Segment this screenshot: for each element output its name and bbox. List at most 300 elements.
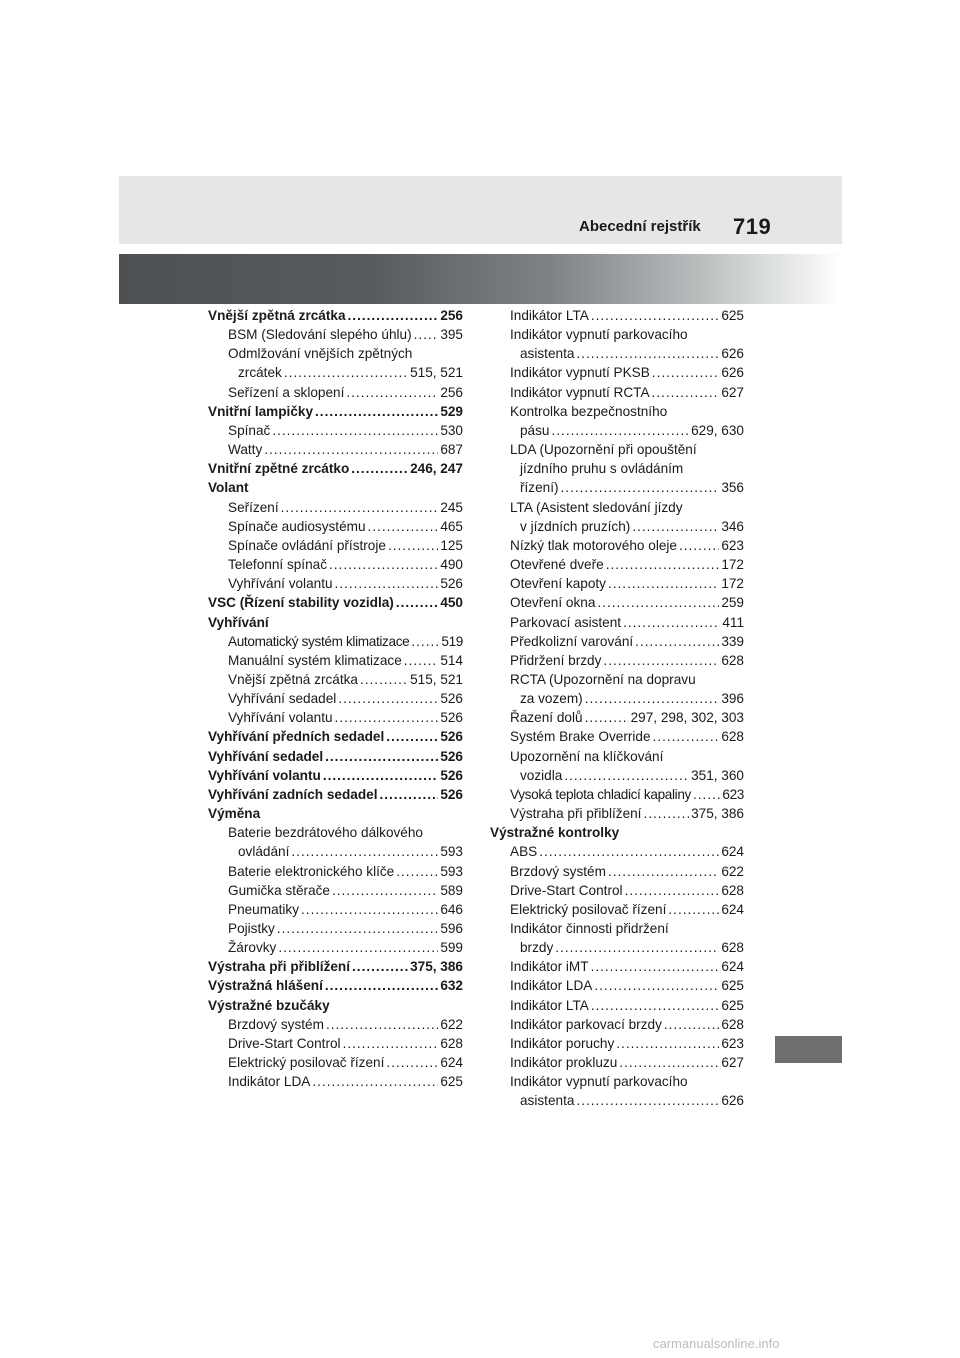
entry-term: Otevření kapoty <box>510 576 606 592</box>
dot-leader <box>635 632 719 651</box>
entry-page-numbers: 411 <box>722 614 744 630</box>
dot-leader <box>301 900 438 919</box>
index-subentry <box>208 555 463 574</box>
entry-term: Brzdový systém <box>228 1016 324 1032</box>
index-subentry <box>490 632 744 651</box>
entry-term: Elektrický posilovač řízení <box>510 901 667 917</box>
dot-leader <box>338 689 438 708</box>
dot-leader <box>368 517 439 536</box>
index-subentry <box>490 957 744 976</box>
entry-term: Vyhřívání volantu <box>228 576 333 592</box>
index-heading-entry <box>208 459 463 478</box>
index-subentry <box>490 651 744 670</box>
dot-leader <box>329 555 438 574</box>
index-subentry <box>490 862 744 881</box>
entry-term: Telefonní spínač <box>228 557 327 573</box>
entry-page-numbers: 628 <box>721 940 744 956</box>
entry-page-numbers: 622 <box>440 1016 463 1032</box>
entry-term: Vyhřívání sedadel <box>208 748 324 764</box>
entry-page-numbers: 465 <box>440 518 463 534</box>
dot-leader <box>323 766 439 785</box>
index-subentry <box>208 1034 463 1053</box>
index-subentry <box>490 383 744 402</box>
index-subentry <box>208 1053 463 1072</box>
dot-leader <box>396 593 439 612</box>
index-subentry <box>208 689 463 708</box>
index-heading-entry <box>208 593 463 612</box>
dot-leader <box>653 727 720 746</box>
index-subentry <box>490 842 744 861</box>
entry-page-numbers: 259 <box>721 595 744 611</box>
entry-page-numbers: 623 <box>721 1035 744 1051</box>
entry-page-numbers: 622 <box>721 863 744 879</box>
entry-term: Řazení dolů <box>510 710 583 726</box>
entry-term: Vyhřívání předních sedadel <box>208 729 385 745</box>
entry-term: Výstražná hlášení <box>208 978 323 994</box>
index-subentry <box>208 440 463 459</box>
index-subentry <box>490 421 744 440</box>
dot-leader <box>325 747 438 766</box>
dot-leader <box>564 766 689 785</box>
index-subentry <box>490 747 744 766</box>
index-subentry <box>490 881 744 900</box>
index-subentry <box>208 862 463 881</box>
index-subentry <box>208 1015 463 1034</box>
entry-page-numbers: 593 <box>440 863 463 879</box>
entry-page-numbers: 625 <box>721 978 744 994</box>
entry-term: Seřízení <box>228 499 279 515</box>
dot-leader <box>312 1072 438 1091</box>
entry-term: Parkovací asistent <box>510 614 622 630</box>
dot-leader <box>386 727 438 746</box>
entry-term: Vnější zpětná zrcátka <box>228 671 358 687</box>
entry-term: Vnější zpětná zrcátka <box>208 308 346 323</box>
entry-term: Přidržení brzdy <box>510 652 602 668</box>
dot-leader <box>591 957 720 976</box>
index-heading-entry <box>208 306 463 325</box>
dot-leader <box>284 363 408 382</box>
page-number: 719 <box>733 214 772 239</box>
entry-page-numbers: 526 <box>440 710 463 726</box>
dot-leader <box>360 670 408 689</box>
entry-page-numbers: 589 <box>440 882 463 898</box>
index-subentry <box>490 478 744 497</box>
entry-term: Watty <box>228 442 263 458</box>
entry-term: BSM (Sledování slepého úhlu) <box>228 327 412 343</box>
index-heading-entry <box>208 747 463 766</box>
index-subentry <box>208 823 463 842</box>
entry-page-numbers: 395 <box>440 327 463 343</box>
index-subentry <box>490 536 744 555</box>
index-subentry <box>490 804 744 823</box>
entry-term: Pneumatiky <box>228 901 300 917</box>
entry-page-numbers: 624 <box>721 901 744 917</box>
index-subentry <box>490 996 744 1015</box>
dot-leader <box>388 536 438 555</box>
dot-leader <box>652 383 720 402</box>
entry-page-numbers: 623 <box>722 786 744 802</box>
index-subentry <box>208 517 463 536</box>
dot-leader <box>606 555 720 574</box>
index-subentry <box>490 670 744 689</box>
index-heading-entry <box>490 823 744 842</box>
entry-term: Spínače audiosystému <box>228 518 366 534</box>
dot-leader <box>396 862 438 881</box>
entry-page-numbers: 627 <box>721 1055 744 1071</box>
entry-term: brzdy <box>520 940 554 956</box>
index-heading-entry <box>208 613 463 632</box>
index-subentry <box>208 383 463 402</box>
dot-leader <box>555 938 719 957</box>
entry-term: Indikátor vypnutí parkovacího <box>510 327 688 343</box>
dot-leader <box>348 306 439 325</box>
entry-page-numbers: 375, 386 <box>691 806 744 822</box>
entry-page-numbers: 623 <box>721 537 744 553</box>
index-subentry <box>490 1053 744 1072</box>
index-subentry <box>490 613 744 632</box>
dot-leader <box>576 1091 719 1110</box>
entry-term: VSC (Řízení stability vozidla) <box>208 595 394 611</box>
index-subentry <box>208 842 463 861</box>
entry-page-numbers: 624 <box>440 1055 463 1071</box>
entry-term: Drive-Start Control <box>510 882 623 898</box>
entry-term: Drive-Start Control <box>228 1035 341 1051</box>
entry-term: vozidla <box>520 767 563 783</box>
index-subentry <box>490 459 744 478</box>
index-heading-entry <box>208 804 463 823</box>
entry-page-numbers: 626 <box>721 346 744 362</box>
entry-term: Vyhřívání <box>208 614 269 630</box>
entry-page-numbers: 625 <box>721 997 744 1013</box>
dot-leader <box>668 900 719 919</box>
entry-term: Vyhřívání volantu <box>228 710 333 726</box>
dot-leader <box>346 383 438 402</box>
entry-term: Baterie elektronického klíče <box>228 863 395 879</box>
index-heading-entry <box>208 727 463 746</box>
entry-page-numbers: 624 <box>721 844 744 860</box>
entry-page-numbers: 624 <box>721 959 744 975</box>
dot-leader <box>585 689 720 708</box>
index-heading-entry <box>208 957 463 976</box>
entry-term: Žárovky <box>228 940 277 956</box>
index-subentry <box>208 919 463 938</box>
index-subentry <box>208 574 463 593</box>
index-subentry <box>490 727 744 746</box>
index-subentry <box>208 900 463 919</box>
entry-term: Indikátor parkovací brzdy <box>510 1016 662 1032</box>
entry-term: Spínače ovládání přístroje <box>228 537 386 553</box>
entry-page-numbers: 526 <box>440 691 463 707</box>
entry-page-numbers: 172 <box>721 576 744 592</box>
entry-page-numbers: 628 <box>721 652 744 668</box>
dot-leader <box>335 708 439 727</box>
entry-term: Seřízení a sklopení <box>228 384 345 400</box>
index-subentry <box>490 976 744 995</box>
index-subentry <box>208 421 463 440</box>
dot-leader <box>404 651 439 670</box>
dot-leader <box>277 919 438 938</box>
entry-term: Výstraha při přiblížení <box>510 806 642 822</box>
entry-term: Nízký tlak motorového oleje <box>510 537 677 553</box>
entry-page-numbers: 125 <box>440 537 463 553</box>
entry-term: pásu <box>520 422 550 438</box>
index-subentry <box>490 919 744 938</box>
index-column-right <box>490 306 744 1111</box>
index-subentry <box>490 900 744 919</box>
entry-term: asistenta <box>520 346 575 362</box>
dot-leader <box>291 842 438 861</box>
entry-term: Otevření okna <box>510 595 596 611</box>
entry-term: Upozornění na klíčkování <box>510 748 664 764</box>
entry-term: Odmlžování vnějších zpětných <box>228 346 413 362</box>
dot-leader <box>632 517 719 536</box>
entry-term: Spínač <box>228 422 271 438</box>
index-heading-entry <box>208 996 463 1015</box>
dot-leader <box>664 1015 719 1034</box>
dot-leader <box>616 1034 719 1053</box>
entry-page-numbers: 593 <box>440 844 463 860</box>
entry-page-numbers: 632 <box>440 978 463 994</box>
index-subentry <box>208 670 463 689</box>
entry-page-numbers: 515, 521 <box>410 365 463 381</box>
entry-term: Otevřené dveře <box>510 557 604 573</box>
entry-term: Indikátor činnosti přidržení <box>510 921 669 936</box>
entry-term: Gumička stěrače <box>228 882 330 898</box>
entry-term: Indikátor LTA <box>510 308 589 323</box>
entry-term: Pojistky <box>228 921 275 936</box>
index-subentry <box>208 938 463 957</box>
index-subentry <box>490 785 744 804</box>
entry-page-numbers: 627 <box>721 384 744 400</box>
dot-leader <box>679 536 719 555</box>
dot-leader <box>561 478 720 497</box>
entry-page-numbers: 628 <box>440 1035 463 1051</box>
entry-page-numbers: 530 <box>440 422 463 438</box>
dot-leader <box>594 976 719 995</box>
entry-page-numbers: 396 <box>721 691 744 707</box>
entry-page-numbers: 351, 360 <box>691 767 744 783</box>
entry-page-numbers: 646 <box>440 901 463 917</box>
dot-leader <box>326 1015 438 1034</box>
index-heading-entry <box>208 402 463 421</box>
dot-leader <box>411 632 439 651</box>
entry-term: Vyhřívání volantu <box>208 767 321 783</box>
index-subentry <box>490 708 744 727</box>
index-subentry <box>208 536 463 555</box>
index-heading-entry <box>208 478 463 497</box>
index-subentry <box>208 363 463 382</box>
dot-leader <box>272 421 438 440</box>
entry-term: Baterie bezdrátového dálkového <box>228 825 423 841</box>
dot-leader <box>386 1053 438 1072</box>
dot-leader <box>332 881 438 900</box>
entry-page-numbers: 346 <box>721 518 744 534</box>
dot-leader <box>325 976 438 995</box>
entry-page-numbers: 490 <box>440 557 463 573</box>
entry-page-numbers: 375, 386 <box>410 959 463 975</box>
entry-page-numbers: 526 <box>440 576 463 592</box>
dot-leader <box>335 574 439 593</box>
entry-page-numbers: 297, 298, 302, 303 <box>630 710 744 726</box>
index-subentry <box>208 325 463 344</box>
entry-term: Indikátor LDA <box>228 1074 311 1090</box>
dot-leader <box>652 363 720 382</box>
dot-leader <box>278 938 438 957</box>
entry-term: Indikátor vypnutí RCTA <box>510 384 650 400</box>
side-thumb-tab <box>775 1036 842 1063</box>
entry-term: Indikátor vypnutí PKSB <box>510 365 650 381</box>
entry-page-numbers: 628 <box>721 882 744 898</box>
entry-term: za vozem) <box>520 691 583 707</box>
entry-page-numbers: 526 <box>440 786 463 802</box>
entry-term: ABS <box>510 844 538 860</box>
dot-leader <box>379 785 438 804</box>
entry-page-numbers: 526 <box>440 729 463 745</box>
dot-leader <box>343 1034 439 1053</box>
entry-term: Vnitřní lampičky <box>208 403 314 419</box>
dot-leader <box>591 306 719 325</box>
index-subentry <box>208 1072 463 1091</box>
index-subentry <box>490 766 744 785</box>
entry-term: ovládání <box>238 844 290 860</box>
entry-term: zrcátek <box>238 365 282 381</box>
index-subentry <box>490 1091 744 1110</box>
dot-leader <box>585 708 629 727</box>
entry-term: jízdního pruhu s ovládáním <box>520 461 684 477</box>
entry-term: Manuální systém klimatizace <box>228 652 402 668</box>
entry-page-numbers: 626 <box>721 365 744 381</box>
entry-term: řízení) <box>520 480 559 496</box>
entry-page-numbers: 514 <box>440 652 463 668</box>
entry-page-numbers: 625 <box>721 308 744 323</box>
entry-page-numbers: 256 <box>440 308 463 323</box>
entry-page-numbers: 526 <box>440 748 463 764</box>
entry-page-numbers: 628 <box>721 1016 744 1032</box>
dot-leader <box>608 862 719 881</box>
dot-leader <box>351 459 408 478</box>
entry-page-numbers: 245 <box>440 499 463 515</box>
entry-term: RCTA (Upozornění na dopravu <box>510 671 696 687</box>
entry-term: Brzdový systém <box>510 863 606 879</box>
dot-leader <box>603 651 719 670</box>
dot-leader <box>576 344 719 363</box>
dot-leader <box>414 325 439 344</box>
index-subentry <box>208 498 463 517</box>
entry-term: Automatický systém klimatizace <box>228 633 410 649</box>
entry-term: Volant <box>208 480 249 496</box>
entry-term: Elektrický posilovač řízení <box>228 1055 385 1071</box>
entry-page-numbers: 356 <box>721 480 744 496</box>
entry-term: asistenta <box>520 1093 575 1109</box>
dot-leader <box>551 421 689 440</box>
index-subentry <box>490 1072 744 1091</box>
index-subentry <box>208 881 463 900</box>
dot-leader <box>693 785 720 804</box>
entry-term: Vyhřívání sedadel <box>228 691 337 707</box>
entry-page-numbers: 599 <box>440 940 463 956</box>
entry-term: Systém Brake Override <box>510 729 651 745</box>
entry-term: Indikátor LTA <box>510 997 589 1013</box>
dot-leader <box>539 842 719 861</box>
entry-page-numbers: 450 <box>440 595 463 611</box>
dot-leader <box>352 957 408 976</box>
index-subentry <box>208 651 463 670</box>
dot-leader <box>281 498 439 517</box>
entry-term: Vysoká teplota chladicí kapaliny <box>510 786 691 802</box>
index-subentry <box>208 344 463 363</box>
entry-page-numbers: 625 <box>440 1074 463 1090</box>
entry-term: Výstražné kontrolky <box>490 825 620 841</box>
dot-leader <box>623 613 720 632</box>
entry-page-numbers: 519 <box>441 633 463 649</box>
entry-term: Vyhřívání zadních sedadel <box>208 786 378 802</box>
index-subentry <box>490 344 744 363</box>
entry-page-numbers: 596 <box>440 921 463 936</box>
entry-term: Indikátor prokluzu <box>510 1055 618 1071</box>
entry-term: v jízdních pruzích) <box>520 518 631 534</box>
section-title: Abecední rejstřík <box>579 218 701 235</box>
index-subentry <box>490 363 744 382</box>
entry-term: Výměna <box>208 806 261 822</box>
index-subentry <box>490 402 744 421</box>
index-subentry <box>490 306 744 325</box>
index-subentry <box>490 593 744 612</box>
index-subentry <box>490 689 744 708</box>
entry-term: Výstražné bzučáky <box>208 997 330 1013</box>
index-subentry <box>490 1034 744 1053</box>
index-heading-entry <box>208 976 463 995</box>
dot-leader <box>608 574 719 593</box>
entry-page-numbers: 246, 247 <box>410 461 463 477</box>
index-subentry <box>208 632 463 651</box>
dot-leader <box>597 593 719 612</box>
entry-page-numbers: 629, 630 <box>691 422 744 438</box>
dot-leader <box>643 804 689 823</box>
watermark-text: carmanualsonline.info <box>653 1336 780 1351</box>
dot-leader <box>264 440 438 459</box>
entry-page-numbers: 529 <box>440 403 463 419</box>
index-subentry <box>208 708 463 727</box>
entry-page-numbers: 339 <box>721 633 744 649</box>
entry-term: LDA (Upozornění při opouštění <box>510 442 697 458</box>
index-subentry <box>490 1015 744 1034</box>
index-subentry <box>490 440 744 459</box>
index-subentry <box>490 498 744 517</box>
entry-page-numbers: 256 <box>440 384 463 400</box>
decorative-gradient-band <box>119 254 842 304</box>
entry-page-numbers: 172 <box>721 557 744 573</box>
entry-term: Indikátor LDA <box>510 978 593 994</box>
entry-term: Indikátor vypnutí parkovacího <box>510 1074 688 1090</box>
index-subentry <box>490 325 744 344</box>
index-subentry <box>490 574 744 593</box>
entry-term: Kontrolka bezpečnostního <box>510 403 668 419</box>
entry-page-numbers: 628 <box>721 729 744 745</box>
entry-term: Indikátor poruchy <box>510 1035 615 1051</box>
entry-term: Indikátor iMT <box>510 959 589 975</box>
dot-leader <box>315 402 438 421</box>
index-subentry <box>490 555 744 574</box>
index-heading-entry <box>208 785 463 804</box>
index-subentry <box>490 938 744 957</box>
entry-term: Výstraha při přiblížení <box>208 959 351 975</box>
entry-page-numbers: 626 <box>721 1093 744 1109</box>
index-subentry <box>490 517 744 536</box>
dot-leader <box>625 881 720 900</box>
entry-term: LTA (Asistent sledování jízdy <box>510 499 683 515</box>
entry-term: Vnitřní zpětné zrcátko <box>208 461 350 477</box>
index-heading-entry <box>208 766 463 785</box>
